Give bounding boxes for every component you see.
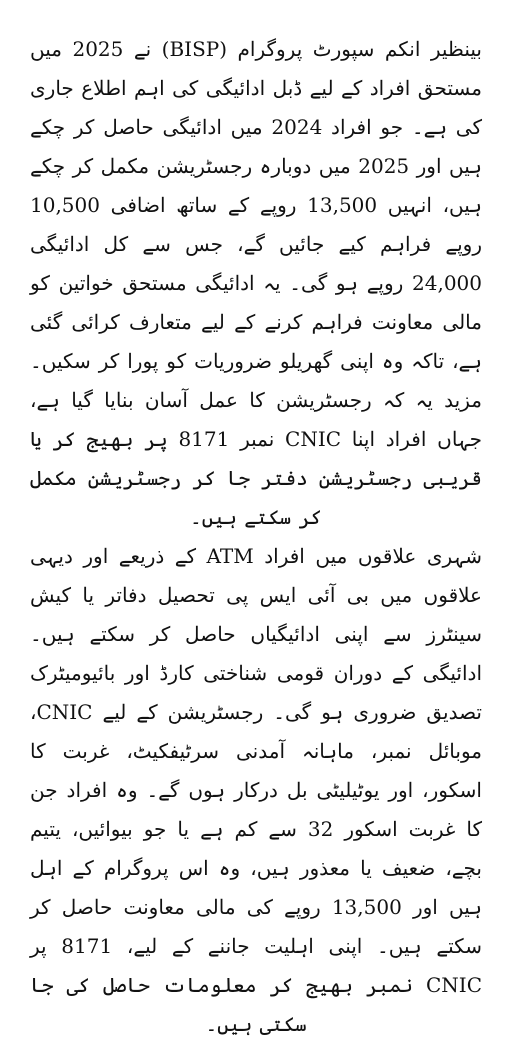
paragraph-registration-payment: بینظیر انکم سپورٹ پروگرام (BISP) نے 2025 میں مستحق افراد کے لیے ڈبل ادائیگی کی اہم اطلاع جاری کی ہے۔ جو افراد 2024 میں ادائیگی حاصل کر چکے ہیں اور 2025 میں دوبارہ رجسٹریشن مکمل کر چکے ہیں، انہیں 13,500 روپے کے ساتھ اضافی 10,500 روپے فراہم کیے جائیں گے، جس سے کل ادائیگی 24,000 روپے ہو گی۔ یہ ادائیگی مستحق خواتین کو مالی معاونت فراہم کرنے کے لیے متعارف کرائی گئی ہے، تاکہ وہ اپنی گھریلو ضروریات کو پورا کر سکیں۔ مزید یہ کہ رجسٹریشن کا عمل آسان بنایا گیا ہے، جہاں افراد اپنا CNIC نمبر 8171 پر بھیج کر یا قریبی رجسٹریشن دفتر جا کر رجسٹریشن مکمل کر سکتے ہیں۔ [30,37,483,529]
paragraph-eligibility-collection: شہری علاقوں میں افراد ATM کے ذریعے اور دیہی علاقوں میں بی آئی ایس پی تحصیل دفاتر یا کیش سینٹرز سے اپنی ادائیگیاں حاصل کر سکتے ہیں۔ ادائیگی کے دوران قومی شناختی کارڈ اور بائیومیٹرک تصدیق ضروری ہو گی۔ رجسٹریشن کے لیے CNIC، موبائل نمبر، ماہانہ آمدنی سرٹیفکیٹ، غربت کا اسکور، اور یوٹیلیٹی بل درکار ہوں گے۔ وہ افراد جن کا غربت اسکور 32 سے کم ہے یا جو بیوائیں، یتیم بچے، ضعیف یا معذور ہیں، وہ اس پروگرام کے اہل ہیں اور 13,500 روپے کی مالی معاونت حاصل کر سکتے ہیں۔ اپنی اہلیت جاننے کے لیے، 8171 پر CNIC نمبر بھیج کر معلومات حاصل کی جا سکتی ہیں۔ [30,544,482,1036]
